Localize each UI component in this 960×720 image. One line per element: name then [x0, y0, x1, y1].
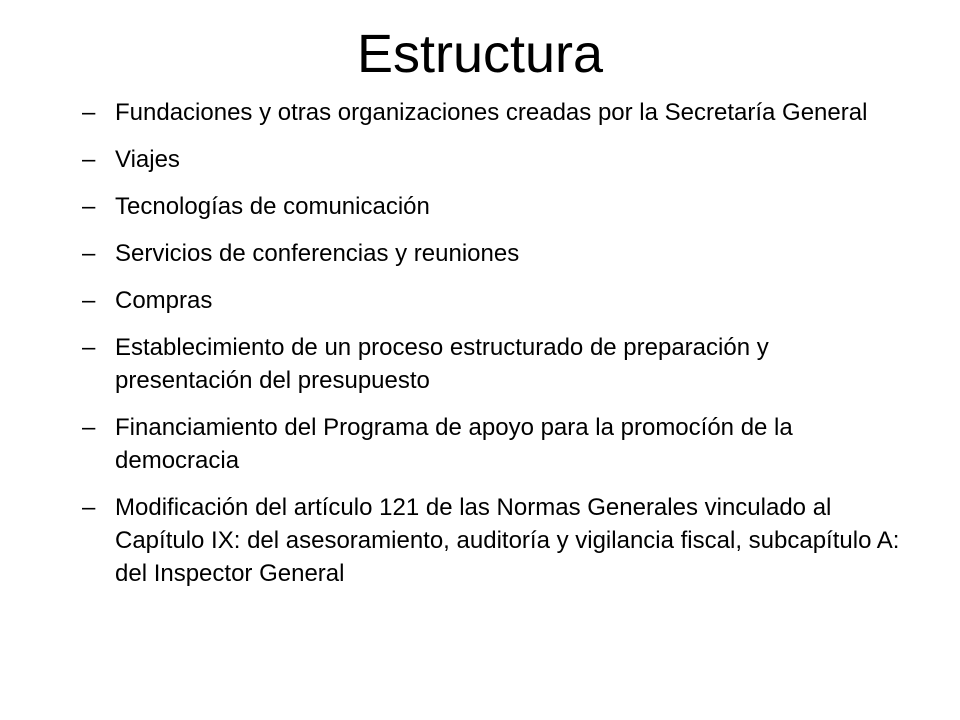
- bullet-dash: –: [82, 99, 96, 126]
- list-item: [82, 237, 912, 270]
- list-item: [82, 143, 912, 176]
- list-item: [82, 411, 912, 477]
- list-item: [82, 190, 912, 223]
- list-item-text: Viajes: [115, 146, 180, 173]
- list-item-text: Compras: [115, 287, 213, 314]
- list-item: [82, 96, 912, 129]
- bullet-dash: –: [82, 334, 96, 361]
- list-item: [82, 331, 912, 397]
- list-item-text: Modificación del artículo 121 de las Normas Generales vinculado al Capítulo IX: del asesoramiento, auditoría y vigilancia fiscal, subcapítulo A: del Inspector General: [115, 494, 900, 587]
- list-item-text: Tecnologías de comunicación: [115, 193, 430, 220]
- bullet-dash: –: [82, 193, 96, 220]
- list-item-text: Fundaciones y otras organizaciones creadas por la Secretaría General: [115, 99, 868, 126]
- list-item-text: Servicios de conferencias y reuniones: [115, 240, 520, 267]
- bullet-dash: –: [82, 146, 96, 173]
- list-item: [82, 284, 912, 317]
- list-item: [82, 491, 912, 590]
- bullet-list: [82, 96, 912, 604]
- slide-title: Estructura: [356, 24, 604, 84]
- bullet-dash: –: [82, 494, 96, 521]
- bullet-dash: –: [82, 287, 96, 314]
- list-item-text: Financiamiento del Programa de apoyo para la promocíón de la democracia: [115, 414, 793, 474]
- bullet-dash: –: [82, 414, 96, 441]
- list-item-text: Establecimiento de un proceso estructurado de preparación y presentación del presupuesto: [115, 334, 769, 394]
- bullet-dash: –: [82, 240, 96, 267]
